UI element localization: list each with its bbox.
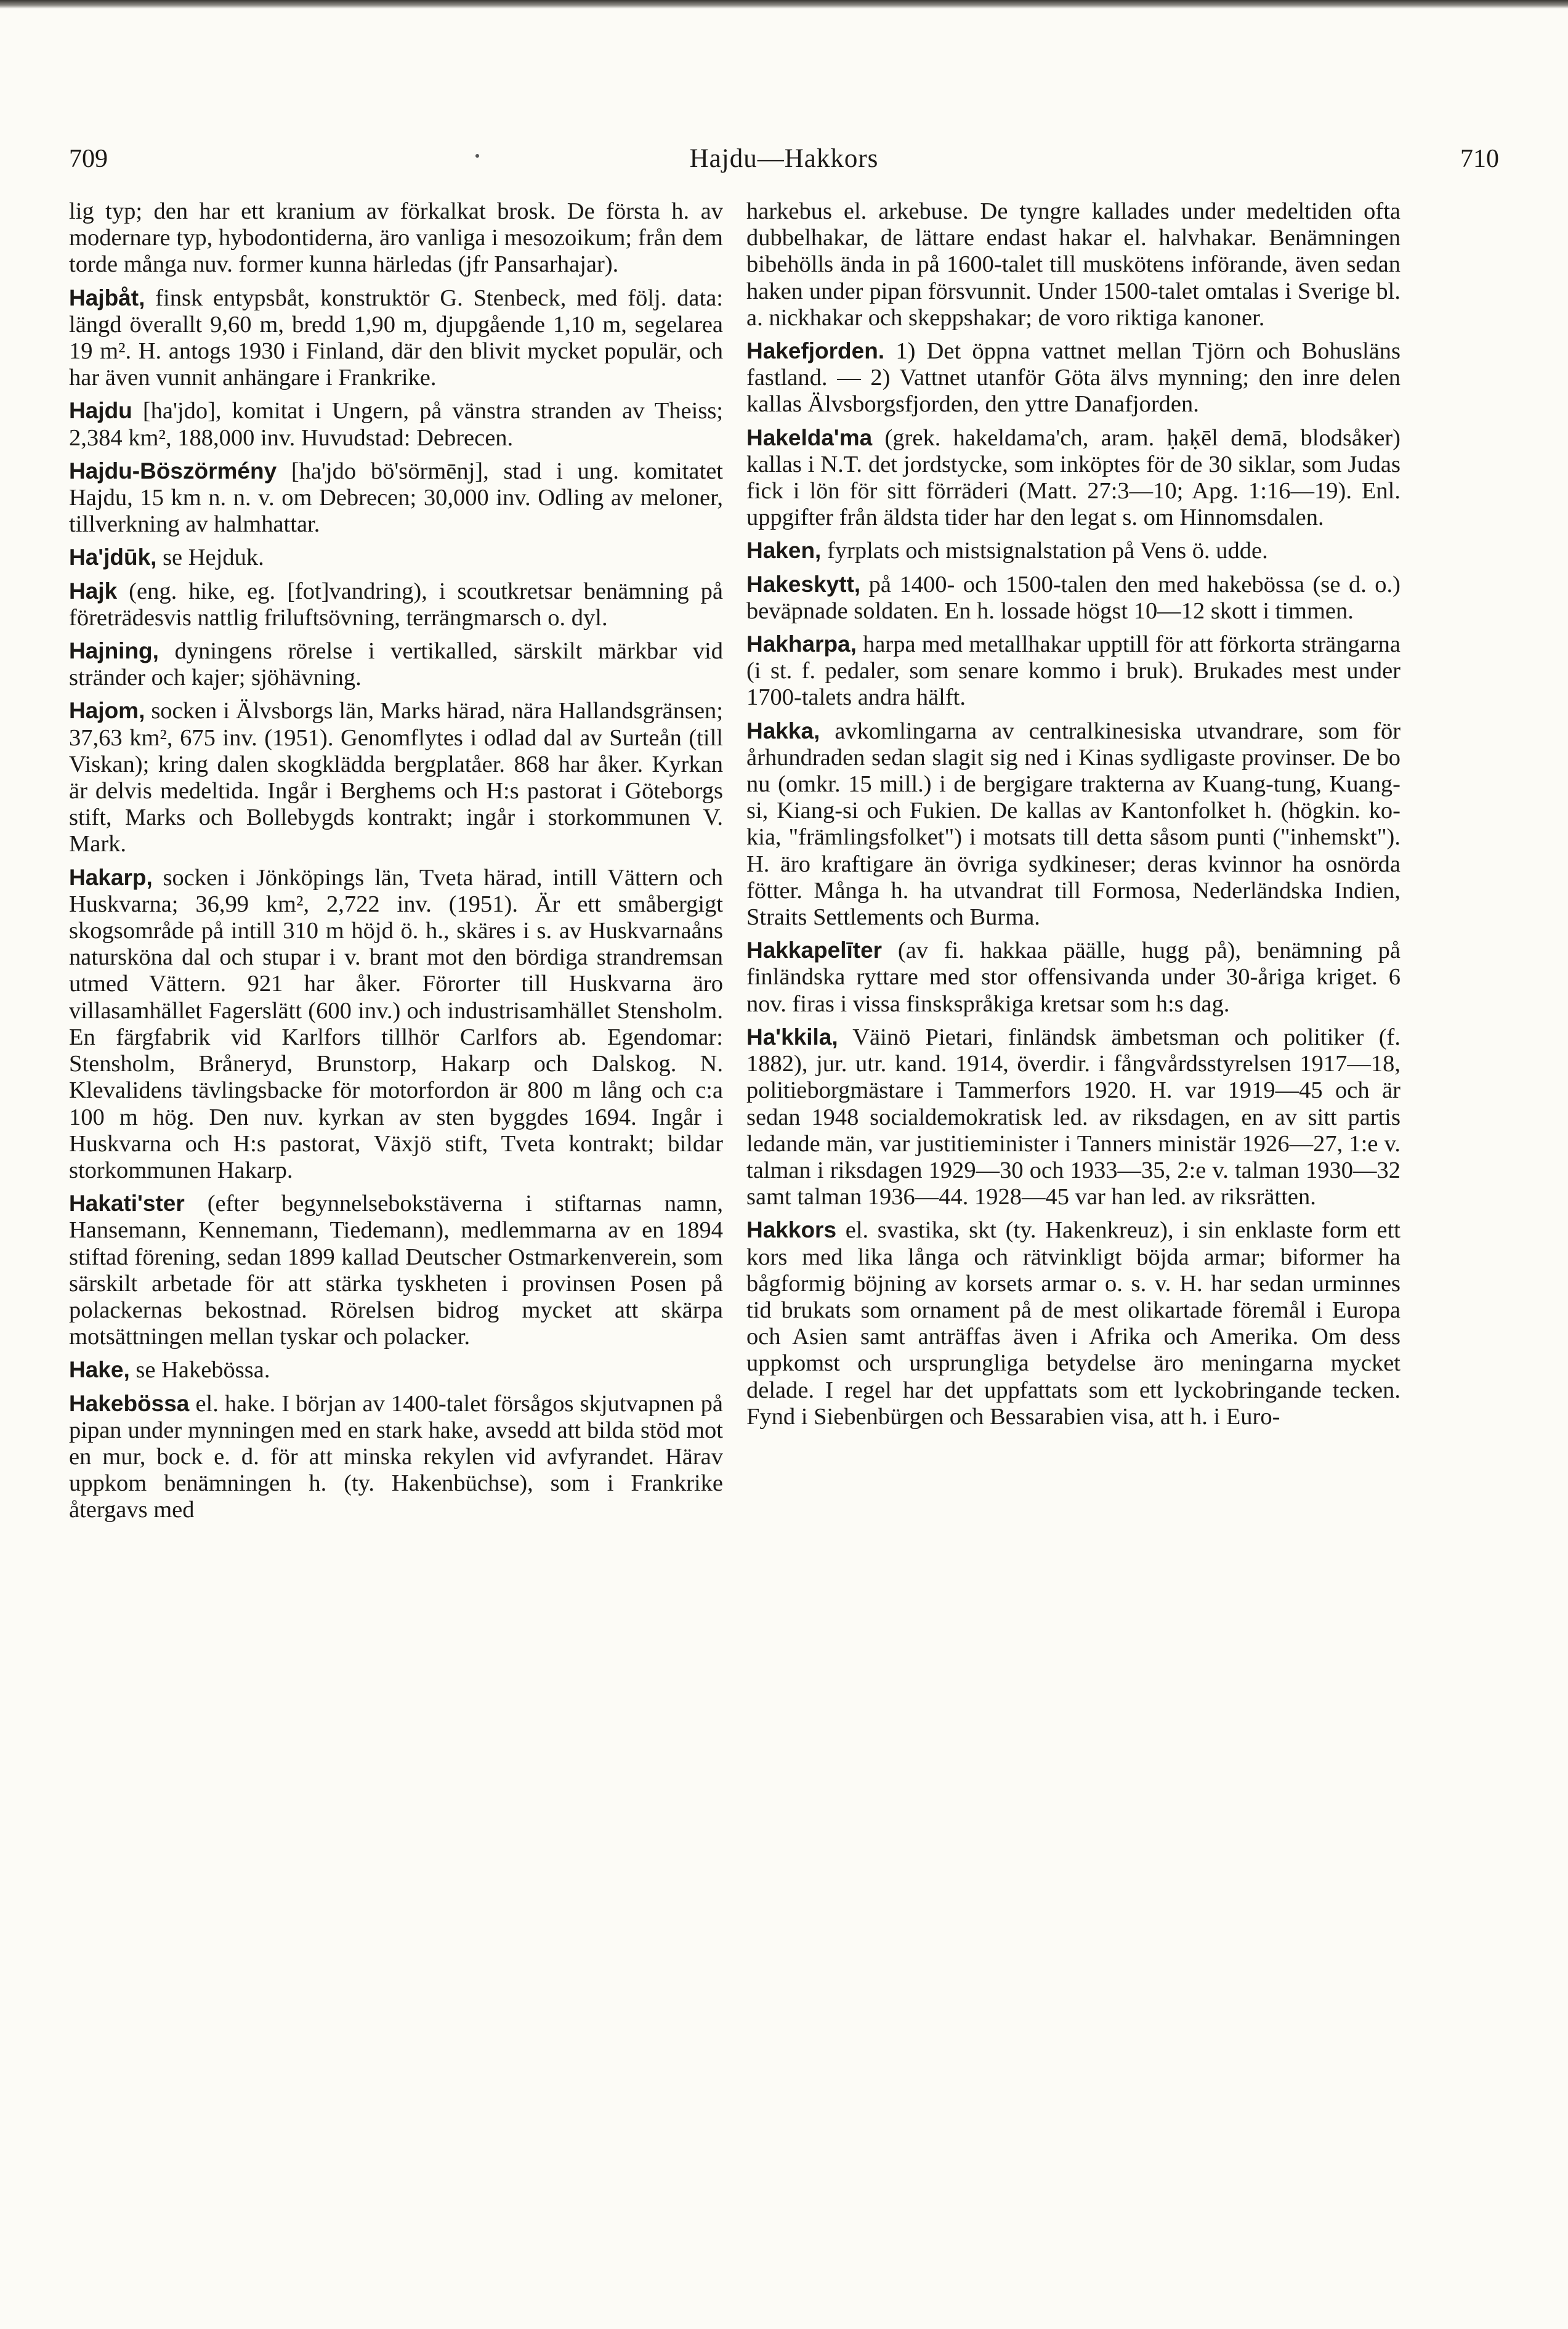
entry-headword: Hakati'ster <box>69 1191 185 1217</box>
entry-headword: Hakefjorden. <box>746 338 885 364</box>
entry-headword: Hakeskytt, <box>746 571 861 597</box>
entry-headword: Hajdu-Böszörmény <box>69 458 277 484</box>
entry-text: (av fi. hakkaa päälle, hugg på), benämning på finländska ryttare med stor offensivanda under 30-åriga kriget. 6 nov. firas i vissa finskspråkiga kretsar som h:s dag. <box>746 938 1400 1017</box>
dictionary-entry <box>69 638 723 691</box>
dictionary-entry <box>746 338 1400 418</box>
entry-text: se Hakebössa. <box>135 1357 270 1383</box>
entry-headword: Hakarp, <box>69 864 153 890</box>
entry-headword: Hajdu <box>69 398 132 424</box>
entry-text: fyrplats och mistsignalstation på Vens ö. udde. <box>826 538 1268 564</box>
entry-headword: Hakkors <box>746 1217 837 1243</box>
entry-headword: Hajk <box>69 578 118 604</box>
entry-text: Väinö Pietari, finländsk ämbetsman och politiker (f. 1882), jur. utr. kand. 1914, överdir. i fångvårdsstyrelsen 1917—18, politieborgmästare i Tammerfors 1920. H. var 1919—45 och är sedan 1948 socialdemokratisk led. av riksdagen, en av sitt partis ledande män, var justitieminister i Tanners ministär 1926—27, 1:e v. talman i riksdagen 1929—30 och 1933—35, 2:e v. talman 1930—32 samt talman 1936—44. 1928—45 var han led. av riksrätten. <box>746 1024 1400 1210</box>
entry-headword: Ha'jdūk, <box>69 545 157 570</box>
entry-text: på 1400- och 1500-talen den med hakebössa (se d. o.) beväpnade soldaten. En h. lossade högst 10—12 skott i timmen. <box>746 571 1401 624</box>
dictionary-entry <box>69 198 723 278</box>
entry-text: (grek. hakeldama'ch, aram. ḥaḳēl demā, blodsåker) kallas i N.T. det jordstycke, som inköptes för de 30 siklar, som Judas fick i lön för sitt förräderi (Matt. 27:3—10; Apg. 1:16—19). Enl. uppgifter från äldsta tider har den legat s. om Hinnomsdalen. <box>746 424 1400 531</box>
dictionary-entry <box>69 864 723 1184</box>
dictionary-entry <box>746 198 1400 331</box>
left-column <box>69 198 723 1530</box>
entry-headword: Hakka, <box>746 718 820 743</box>
entry-text: harkebus el. arkebuse. De tyngre kallades under medeltiden ofta dubbelhakar, de lättare endast hakar el. halvhakar. Benämningen bibehölls ända in på 1600-talet till muskötens införande, även sedan haken under pipan försvunnit. Under 1500-talet omtalas i Sverige bl. a. nickhakar och skeppshakar; de voro riktiga kanoner. <box>746 198 1400 331</box>
entry-text: (eng. hike, eg. [fot]vandring), i scoutkretsar benämning på företrädesvis nattlig friluftsövning, terrängmarsch o. dyl. <box>69 578 723 631</box>
running-title: Hajdu—Hakkors <box>689 144 879 173</box>
dictionary-entry <box>746 424 1400 532</box>
dictionary-entry <box>69 1390 723 1524</box>
dictionary-entry <box>69 458 723 538</box>
page-number-left: 709 <box>69 145 108 173</box>
entry-text: (efter begynnelsebokstäverna i stiftarnas namn, Hansemann, Kennemann, Tiedemann), medlemmarna av en 1894 stiftad förening, sedan 1899 kallad Deutscher Ostmarkenverein, som särskilt arbetade för att stärka tyskheten i provinsen Posen på polackernas bekostnad. Rörelsen bidrog mycket att skärpa motsättningen mellan tyskar och polacker. <box>69 1191 723 1350</box>
entry-headword: Hakebössa <box>69 1390 190 1416</box>
entry-text: [ha'jdo], komitat i Ungern, på vänstra stranden av Theiss; 2,384 km², 188,000 inv. Huvudstad: Debrecen. <box>69 398 723 451</box>
entry-headword: Haken, <box>746 538 822 564</box>
dictionary-entry <box>69 397 723 451</box>
page-number-right: 710 <box>1460 145 1499 173</box>
entry-text: se Hejduk. <box>163 545 264 571</box>
entry-text: avkomlingarna av centralkinesiska utvandrare, som för århundraden sedan slagit sig ned i Kinas sydligaste provinser. De bo nu (omkr. 15 mill.) i de bergigare trakterna av Kuang-tung, Kuang-si, Kiang-si och Fukien. De kallas av Kantonfolket h. (högkin. ko-kia, "främlingsfolket") i motsats till detta såsom punti ("inhemskt"). H. äro kraftigare än övriga sydkineser; deras kvinnor ha osnörda fötter. Många h. ha utvandrat till Formosa, Nederländska Indien, Straits Settlements och Burma. <box>746 718 1401 931</box>
entry-headword: Hakkapelīter <box>746 938 883 963</box>
print-dot <box>475 154 479 158</box>
dictionary-entry <box>746 537 1400 564</box>
dictionary-entry <box>69 1356 723 1383</box>
entry-headword: Ha'kkila, <box>746 1024 838 1050</box>
page-header <box>0 140 1568 177</box>
entry-text: harpa med metallhakar upptill för att förkorta strängarna (i st. f. pedaler, som senare kommo i bruk). Brukades mest under 1700-talets andra hälft. <box>746 631 1401 711</box>
entry-text: 1) Det öppna vattnet mellan Tjörn och Bohusläns fastland. — 2) Vattnet utanför Göta älvs mynning; den inre delen kallas Älvsborgsfjorden, den yttre Danafjorden. <box>746 338 1400 418</box>
entry-text: dyningens rörelse i vertikalled, särskilt märkbar vid stränder och kajer; sjöhävning. <box>69 638 724 691</box>
entry-text: socken i Jönköpings län, Tveta härad, intill Vättern och Huskvarna; 36,99 km², 2,722 inv. (1951). Är ett småbergigt skogsområde på intill 310 m höjd ö. h., skäres i s. av Huskvarnaåns natursköna dal och stupar i v. brant mot den bördiga strandremsan utmed Vättern. 921 har åker. Förorter till Huskvarna äro villasamhället Fagerslätt (600 inv.) och industrisamhället Stensholm. En färgfabrik vid Karlfors tillhör Carlfors ab. Egendomar: Stensholm, Bråneryd, Brunstorp, Hakarp och Dalskog. N. Klevalidens tävlingsbacke för motorfordon är 800 m lång och c:a 100 m hög. Den nuv. kyrkan av sten byggdes 1694. Ingår i Huskvarna och H:s pastorat, Växjö stift, Tveta kontrakt; bildar storkommunen Hakarp. <box>69 864 723 1183</box>
entry-text: el. svastika, skt (ty. Hakenkreuz), i sin enklaste form ett kors med lika långa och rätvinkligt böjda armar; biformer ha bågformig böjning av korsets armar o. s. v. H. har sedan urminnes tid brukats som ornament på de mest olikartade föremål i Europa och Asien samt anträffas även i Afrika och Amerika. Om dess uppkomst och ursprungliga betydelse äro meningarna mycket delade. I regel har det uppfattats som ett lyckobringande tecken. Fynd i Siebenbürgen och Bessarabien visa, att h. i Euro- <box>746 1217 1400 1430</box>
entry-headword: Hakharpa, <box>746 631 857 657</box>
entry-headword: Hajom, <box>69 698 145 724</box>
dictionary-entry <box>746 571 1400 625</box>
entry-text: el. hake. I början av 1400-talet försågos skjutvapnen på pipan under mynningen med en stark hake, avsedd att bilda stöd mot en mur, bock e. d. för att minska rekylen vid avfyrandet. Härav uppkom benämningen h. (ty. Hakenbüchse), som i Frankrike återgavs med <box>69 1390 724 1523</box>
dictionary-entry <box>69 544 723 571</box>
entry-headword: Hakelda'ma <box>746 424 873 450</box>
entry-text: [ha'jdo bö'sörmēnj], stad i ung. komitatet Hajdu, 15 km n. n. v. om Debrecen; 30,000 inv. Odling av meloner, tillverkning av halmhattar. <box>69 458 723 538</box>
entry-text: lig typ; den har ett kranium av förkalkat brosk. De första h. av modernare typ, hybodontiderna, äro vanliga i mesozoikum; från dem torde många nuv. former kunna härledas (jfr Pansarhajar). <box>69 198 723 278</box>
page-top-edge <box>0 0 1568 9</box>
entry-headword: Hajbåt, <box>69 285 145 310</box>
dictionary-entry <box>69 697 723 857</box>
dictionary-entry <box>746 937 1400 1018</box>
entry-text: finsk entypsbåt, konstruktör G. Stenbeck, med följ. data: längd överallt 9,60 m, bredd 1,90 m, djupgående 1,10 m, segelarea 19 m². H. antogs 1930 i Finland, där den blivit mycket populär, och har även vunnit anhängare i Frankrike. <box>69 285 723 391</box>
entry-headword: Hajning, <box>69 638 159 664</box>
entry-headword: Hake, <box>69 1357 130 1383</box>
dictionary-entry <box>746 1024 1400 1210</box>
dictionary-entry <box>746 631 1400 711</box>
dictionary-entry <box>746 1217 1400 1430</box>
dictionary-entry <box>69 1190 723 1350</box>
right-column <box>746 198 1400 1436</box>
dictionary-entry <box>69 285 723 392</box>
dictionary-entry <box>69 578 723 631</box>
dictionary-entry <box>746 718 1400 931</box>
entry-text: socken i Älvsborgs län, Marks härad, nära Hallandsgränsen; 37,63 km², 675 inv. (1951). Genomflytes i odlad dal av Surteån (till Viskan); kring dalen skogklädda bergplatåer. 868 har åker. Kyrkan är delvis medeltida. Ingår i Berghems och H:s pastorat i Göteborgs stift, Marks och Bollebygds kontrakt; ingår i storkommunen V. Mark. <box>69 698 723 857</box>
